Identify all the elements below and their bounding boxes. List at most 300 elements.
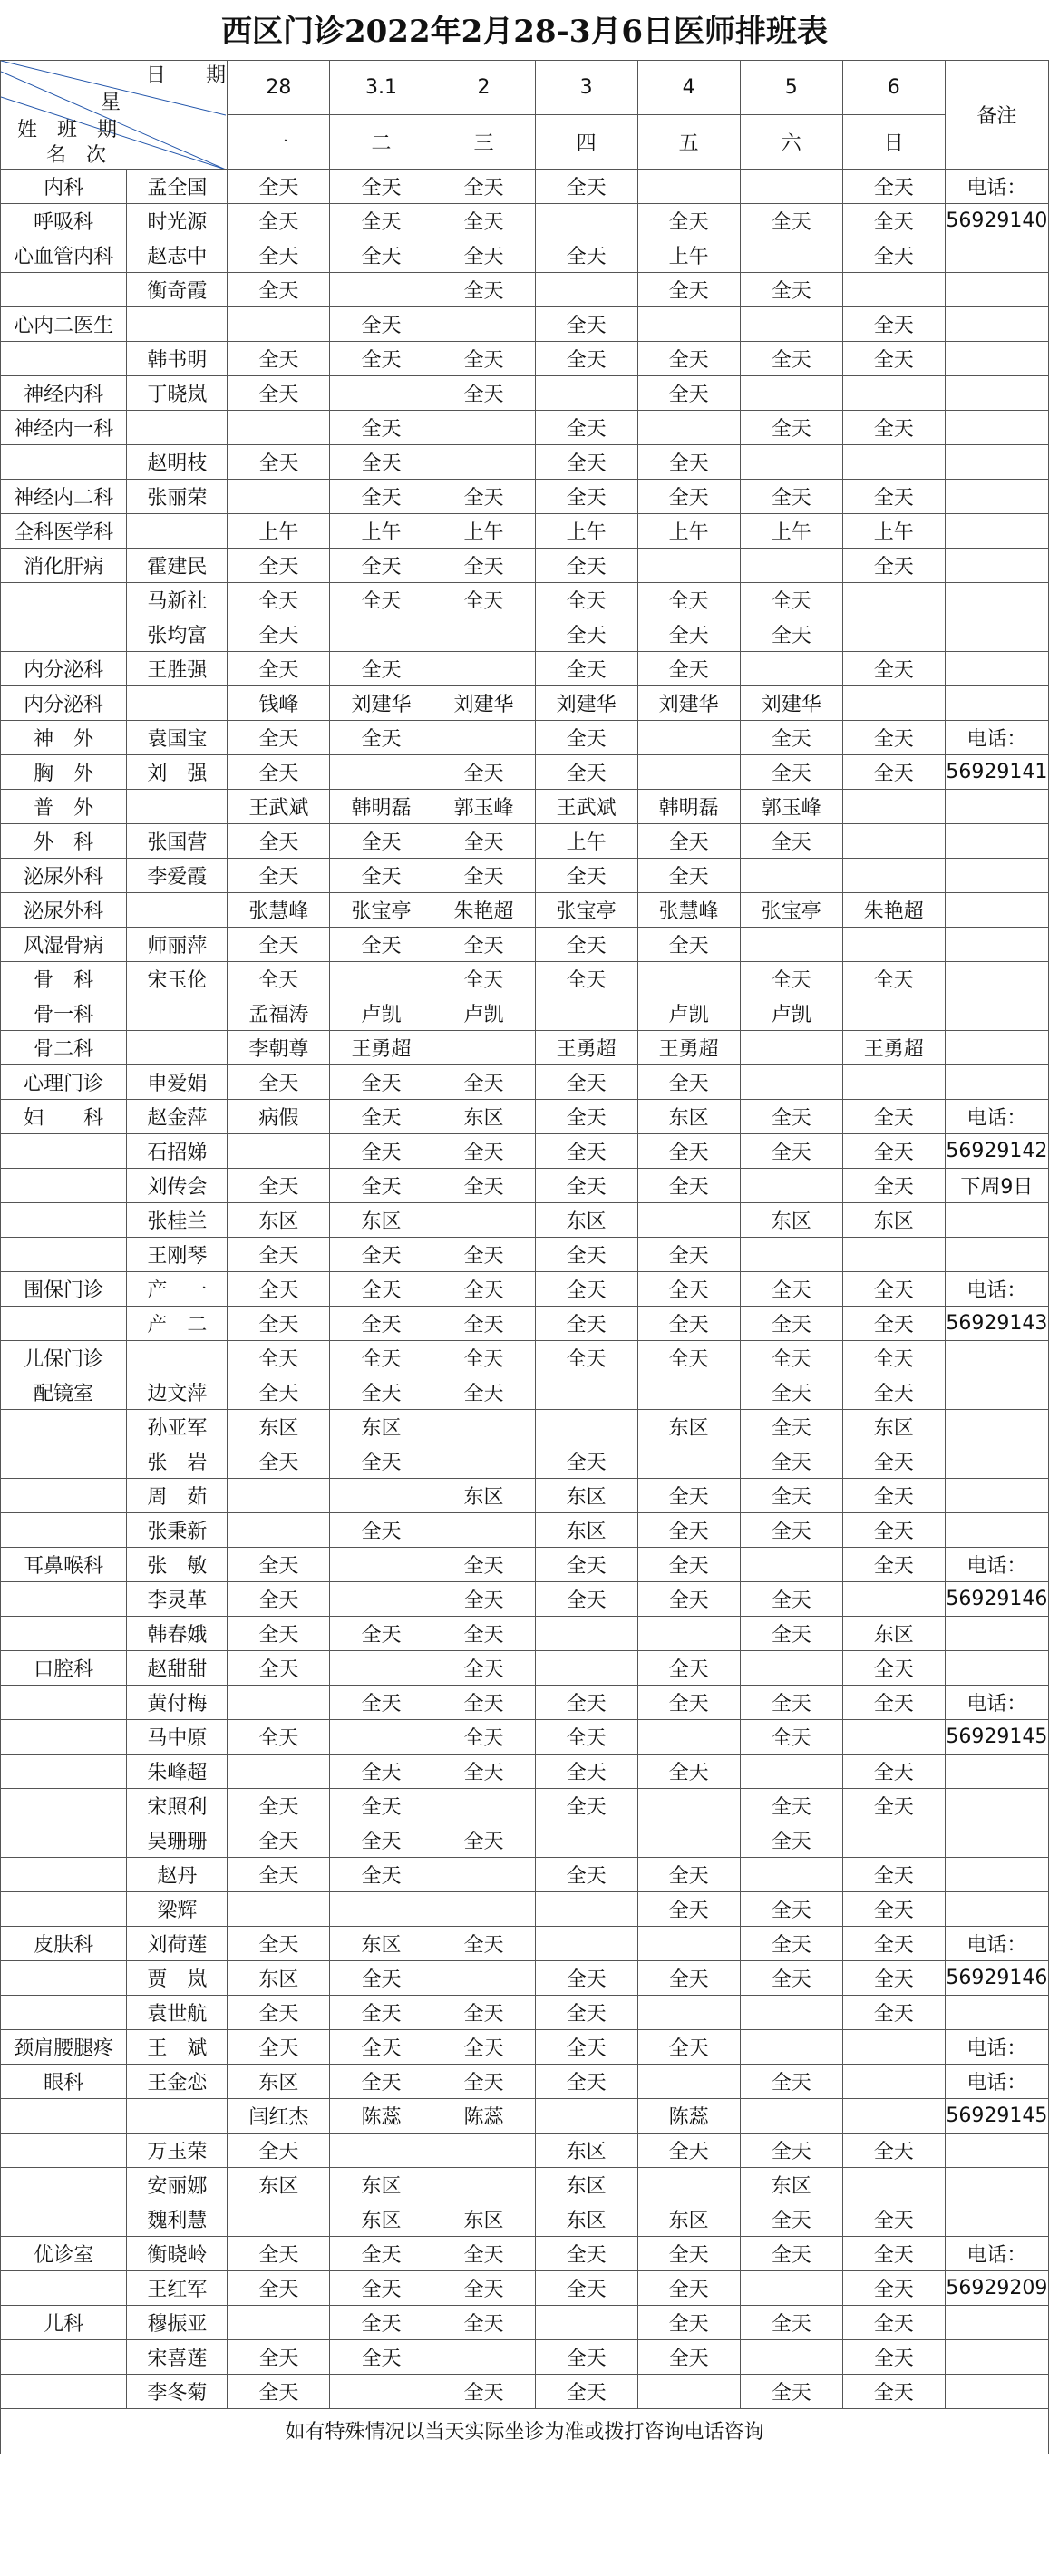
shift-cell: 全天 [637, 1892, 740, 1927]
shift-cell [740, 445, 842, 480]
shift-cell: 东区 [228, 1203, 330, 1238]
department-cell [1, 1789, 127, 1823]
shift-cell: 全天 [330, 2030, 432, 2065]
department-cell: 口腔科 [1, 1651, 127, 1686]
note-cell: 56929141 [945, 755, 1048, 790]
department-cell: 内分泌科 [1, 652, 127, 686]
shift-cell [535, 1892, 637, 1927]
shift-cell: 全天 [228, 1996, 330, 2030]
doctor-name-cell: 王 斌 [127, 2030, 228, 2065]
shift-cell: 全天 [637, 1651, 740, 1686]
shift-cell: 全天 [228, 376, 330, 411]
shift-cell: 韩明磊 [330, 790, 432, 824]
note-cell: 电话： [945, 721, 1048, 755]
note-cell [945, 549, 1048, 583]
doctor-name-cell: 张 敏 [127, 1548, 228, 1582]
note-cell [945, 893, 1048, 928]
table-row [1, 1238, 1049, 1272]
department-cell: 普 外 [1, 790, 127, 824]
table-row [1, 1755, 1049, 1789]
table-row [1, 2340, 1049, 2375]
shift-cell [740, 1031, 842, 1065]
shift-cell [740, 170, 842, 204]
shift-cell: 全天 [228, 1272, 330, 1307]
shift-cell [637, 1203, 740, 1238]
shift-cell [842, 1065, 945, 1100]
shift-cell [432, 1513, 535, 1548]
shift-cell: 全天 [740, 824, 842, 859]
shift-cell: 张宝亭 [535, 893, 637, 928]
table-row [1, 2271, 1049, 2306]
table-row [1, 1410, 1049, 1444]
shift-cell [330, 1548, 432, 1582]
shift-cell: 东区 [228, 1961, 330, 1996]
department-cell [1, 1961, 127, 1996]
table-row [1, 1065, 1049, 1100]
shift-cell: 全天 [637, 2134, 740, 2168]
shift-cell: 全天 [228, 1651, 330, 1686]
shift-cell [637, 1996, 740, 2030]
doctor-name-cell: 师丽萍 [127, 928, 228, 962]
shift-cell: 全天 [740, 2134, 842, 2168]
table-row [1, 1582, 1049, 1617]
shift-cell: 全天 [740, 1892, 842, 1927]
table-row [1, 2306, 1049, 2340]
doctor-name-cell: 王金恋 [127, 2065, 228, 2099]
shift-cell: 全天 [842, 1961, 945, 1996]
shift-cell: 全天 [535, 170, 637, 204]
shift-cell: 全天 [432, 1272, 535, 1307]
department-cell: 呼吸科 [1, 204, 127, 238]
shift-cell: 全天 [637, 1272, 740, 1307]
table-row [1, 376, 1049, 411]
shift-cell: 全天 [432, 1169, 535, 1203]
shift-cell: 全天 [637, 204, 740, 238]
department-cell [1, 1755, 127, 1789]
weekday-cell: 日 [842, 115, 945, 170]
shift-cell [842, 1823, 945, 1858]
department-cell [1, 1203, 127, 1238]
note-cell: 电话： [945, 1272, 1048, 1307]
table-row [1, 1789, 1049, 1823]
shift-cell [740, 1548, 842, 1582]
shift-cell: 东区 [740, 1203, 842, 1238]
shift-cell: 全天 [637, 1134, 740, 1169]
note-cell [945, 514, 1048, 549]
department-cell: 消化肝病 [1, 549, 127, 583]
corner-name-label-2: 名 次 [46, 144, 107, 167]
shift-cell: 全天 [432, 273, 535, 307]
shift-cell: 张宝亭 [330, 893, 432, 928]
table-row [1, 1858, 1049, 1892]
doctor-name-cell: 边文萍 [127, 1375, 228, 1410]
shift-cell: 全天 [228, 1858, 330, 1892]
shift-cell [842, 583, 945, 617]
shift-cell: 全天 [432, 1823, 535, 1858]
table-row [1, 859, 1049, 893]
shift-cell [637, 307, 740, 342]
shift-cell: 全天 [740, 2237, 842, 2271]
table-row [1, 2168, 1049, 2202]
shift-cell [637, 1789, 740, 1823]
shift-cell: 全天 [637, 1513, 740, 1548]
shift-cell: 朱艳超 [842, 893, 945, 928]
shift-cell: 东区 [228, 1410, 330, 1444]
department-cell [1, 2099, 127, 2134]
doctor-name-cell: 宋喜莲 [127, 2340, 228, 2375]
table-row [1, 1892, 1049, 1927]
shift-cell: 全天 [740, 1410, 842, 1444]
shift-cell: 上午 [842, 514, 945, 549]
shift-cell: 全天 [432, 2065, 535, 2099]
date-cell: 2 [432, 61, 535, 115]
department-cell [1, 2168, 127, 2202]
table-row [1, 790, 1049, 824]
table-row [1, 824, 1049, 859]
note-cell [945, 307, 1048, 342]
doctor-name-cell: 张秉新 [127, 1513, 228, 1548]
table-row [1, 170, 1049, 204]
shift-cell: 上午 [637, 514, 740, 549]
shift-cell: 全天 [637, 1307, 740, 1341]
shift-cell [535, 996, 637, 1031]
shift-cell: 全天 [432, 1617, 535, 1651]
shift-cell [228, 1755, 330, 1789]
shift-cell: 全天 [842, 1444, 945, 1479]
shift-cell [740, 2030, 842, 2065]
table-row [1, 1961, 1049, 1996]
table-row [1, 1823, 1049, 1858]
doctor-name-cell: 刘 强 [127, 755, 228, 790]
shift-cell [330, 962, 432, 996]
shift-cell: 全天 [740, 1513, 842, 1548]
shift-cell [228, 1686, 330, 1720]
department-cell: 风湿骨病 [1, 928, 127, 962]
note-cell: 电话： [945, 1100, 1048, 1134]
doctor-name-cell: 衡晓岭 [127, 2237, 228, 2271]
shift-cell [330, 273, 432, 307]
shift-cell [432, 721, 535, 755]
shift-cell: 全天 [330, 2340, 432, 2375]
table-row [1, 1100, 1049, 1134]
shift-cell: 全天 [740, 1444, 842, 1479]
shift-cell: 全天 [228, 583, 330, 617]
table-row [1, 928, 1049, 962]
shift-cell: 全天 [535, 962, 637, 996]
shift-cell: 全天 [228, 1065, 330, 1100]
shift-cell: 全天 [740, 1341, 842, 1375]
shift-cell: 东区 [330, 1203, 432, 1238]
table-row [1, 1272, 1049, 1307]
shift-cell: 全天 [432, 2306, 535, 2340]
shift-cell [535, 273, 637, 307]
shift-cell [330, 617, 432, 652]
corner-weekday-label: 星 [101, 92, 121, 114]
shift-cell: 全天 [740, 2065, 842, 2099]
shift-cell [637, 755, 740, 790]
shift-cell [842, 790, 945, 824]
shift-cell: 全天 [228, 824, 330, 859]
doctor-name-cell: 朱峰超 [127, 1755, 228, 1789]
shift-cell: 全天 [637, 1238, 740, 1272]
shift-cell: 全天 [228, 2030, 330, 2065]
shift-cell: 全天 [535, 1169, 637, 1203]
note-header: 备注 [945, 61, 1048, 170]
table-row [1, 445, 1049, 480]
shift-cell: 全天 [432, 1065, 535, 1100]
shift-cell: 全天 [535, 1755, 637, 1789]
shift-cell: 全天 [228, 1823, 330, 1858]
shift-cell [432, 1892, 535, 1927]
shift-cell: 全天 [637, 445, 740, 480]
note-cell [945, 238, 1048, 273]
shift-cell: 全天 [432, 1651, 535, 1686]
shift-cell: 东区 [330, 2202, 432, 2237]
shift-cell: 病假 [228, 1100, 330, 1134]
shift-cell: 全天 [637, 273, 740, 307]
shift-cell [637, 2065, 740, 2099]
doctor-name-cell: 王胜强 [127, 652, 228, 686]
note-cell: 电话： [945, 1548, 1048, 1582]
table-row [1, 1513, 1049, 1548]
shift-cell: 东区 [535, 1203, 637, 1238]
shift-cell: 东区 [228, 2168, 330, 2202]
shift-cell: 全天 [330, 1065, 432, 1100]
shift-cell: 全天 [535, 617, 637, 652]
doctor-name-cell: 刘传会 [127, 1169, 228, 1203]
shift-cell: 全天 [842, 1858, 945, 1892]
shift-cell: 全天 [535, 445, 637, 480]
date-cell: 5 [740, 61, 842, 115]
shift-cell: 全天 [740, 1823, 842, 1858]
shift-cell: 全天 [842, 2134, 945, 2168]
shift-cell: 全天 [228, 1582, 330, 1617]
shift-cell: 全天 [432, 1755, 535, 1789]
shift-cell: 上午 [637, 238, 740, 273]
shift-cell: 全天 [535, 1858, 637, 1892]
shift-cell: 东区 [842, 1203, 945, 1238]
shift-cell: 全天 [535, 1444, 637, 1479]
note-cell [945, 376, 1048, 411]
table-row [1, 893, 1049, 928]
doctor-name-cell: 衡奇霞 [127, 273, 228, 307]
note-cell [945, 1996, 1048, 2030]
note-cell [945, 824, 1048, 859]
shift-cell: 全天 [228, 617, 330, 652]
doctor-name-cell [127, 2099, 228, 2134]
department-cell [1, 1479, 127, 1513]
department-cell: 儿保门诊 [1, 1341, 127, 1375]
shift-cell: 全天 [535, 1341, 637, 1375]
shift-cell: 东区 [330, 1927, 432, 1961]
shift-cell: 全天 [432, 549, 535, 583]
table-row [1, 1720, 1049, 1755]
note-cell [945, 1238, 1048, 1272]
department-cell: 心血管内科 [1, 238, 127, 273]
shift-cell [842, 824, 945, 859]
shift-cell: 全天 [330, 342, 432, 376]
shift-cell: 全天 [740, 2306, 842, 2340]
doctor-name-cell: 赵金萍 [127, 1100, 228, 1134]
shift-cell [842, 445, 945, 480]
shift-cell [842, 686, 945, 721]
doctor-name-cell: 黄付梅 [127, 1686, 228, 1720]
shift-cell: 全天 [535, 1789, 637, 1823]
note-cell [945, 859, 1048, 893]
shift-cell: 全天 [228, 2340, 330, 2375]
shift-cell: 东区 [535, 1513, 637, 1548]
shift-cell: 全天 [535, 2271, 637, 2306]
shift-cell: 全天 [228, 1789, 330, 1823]
shift-cell [637, 549, 740, 583]
shift-cell: 闫红杰 [228, 2099, 330, 2134]
shift-cell [740, 238, 842, 273]
department-cell: 儿科 [1, 2306, 127, 2340]
shift-cell [432, 2134, 535, 2168]
doctor-name-cell: 李爱霞 [127, 859, 228, 893]
table-row [1, 686, 1049, 721]
shift-cell [740, 376, 842, 411]
shift-cell: 东区 [432, 1100, 535, 1134]
note-cell: 56929140 [945, 204, 1048, 238]
shift-cell: 全天 [637, 859, 740, 893]
department-cell [1, 1720, 127, 1755]
shift-cell: 全天 [842, 1272, 945, 1307]
shift-cell: 全天 [330, 859, 432, 893]
shift-cell: 全天 [228, 170, 330, 204]
shift-cell: 全天 [330, 480, 432, 514]
doctor-name-cell: 周 茹 [127, 1479, 228, 1513]
shift-cell [740, 549, 842, 583]
shift-cell: 全天 [842, 2271, 945, 2306]
shift-cell [740, 1858, 842, 1892]
shift-cell [330, 1479, 432, 1513]
department-cell: 妇 科 [1, 1100, 127, 1134]
shift-cell: 全天 [535, 480, 637, 514]
shift-cell [637, 1444, 740, 1479]
table-row [1, 1444, 1049, 1479]
shift-cell: 全天 [330, 1686, 432, 1720]
shift-cell [637, 721, 740, 755]
doctor-name-cell: 马中原 [127, 1720, 228, 1755]
shift-cell [432, 445, 535, 480]
table-row [1, 1479, 1049, 1513]
shift-cell [432, 411, 535, 445]
department-cell: 心理门诊 [1, 1065, 127, 1100]
shift-cell: 全天 [228, 273, 330, 307]
shift-cell: 全天 [637, 1582, 740, 1617]
shift-cell: 全天 [535, 1996, 637, 2030]
shift-cell: 全天 [535, 1100, 637, 1134]
note-cell: 电话： [945, 170, 1048, 204]
shift-cell: 全天 [535, 342, 637, 376]
shift-cell: 刘建华 [432, 686, 535, 721]
shift-cell: 郭玉峰 [432, 790, 535, 824]
shift-cell: 全天 [330, 2271, 432, 2306]
shift-cell: 全天 [740, 1961, 842, 1996]
shift-cell: 东区 [637, 1100, 740, 1134]
shift-cell: 全天 [637, 1961, 740, 1996]
shift-cell [535, 1927, 637, 1961]
doctor-name-cell: 张桂兰 [127, 1203, 228, 1238]
doctor-name-cell [127, 996, 228, 1031]
doctor-name-cell: 孙亚军 [127, 1410, 228, 1444]
shift-cell: 张宝亭 [740, 893, 842, 928]
shift-cell [330, 1720, 432, 1755]
department-cell [1, 1892, 127, 1927]
shift-cell [432, 1961, 535, 1996]
shift-cell: 全天 [228, 1444, 330, 1479]
table-row [1, 721, 1049, 755]
doctor-name-cell [127, 1341, 228, 1375]
note-cell [945, 686, 1048, 721]
note-cell: 56929143 [945, 1307, 1048, 1341]
shift-cell: 全天 [228, 1169, 330, 1203]
shift-cell [432, 307, 535, 342]
doctor-name-cell: 王红军 [127, 2271, 228, 2306]
note-cell [945, 2202, 1048, 2237]
doctor-name-cell: 刘荷莲 [127, 1927, 228, 1961]
shift-cell: 全天 [535, 411, 637, 445]
shift-cell: 全天 [842, 1755, 945, 1789]
shift-cell: 张慧峰 [637, 893, 740, 928]
shift-cell: 全天 [842, 1651, 945, 1686]
shift-cell: 全天 [740, 1927, 842, 1961]
shift-cell: 全天 [330, 170, 432, 204]
shift-cell [535, 1651, 637, 1686]
shift-cell: 全天 [330, 549, 432, 583]
shift-cell: 全天 [740, 755, 842, 790]
shift-cell: 全天 [432, 859, 535, 893]
shift-cell: 全天 [842, 1548, 945, 1582]
shift-cell [842, 2030, 945, 2065]
note-cell [945, 583, 1048, 617]
department-cell [1, 617, 127, 652]
weekday-cell: 三 [432, 115, 535, 170]
department-cell [1, 1686, 127, 1720]
table-row [1, 1169, 1049, 1203]
table-row [1, 2134, 1049, 2168]
doctor-name-cell [127, 1031, 228, 1065]
weekday-cell: 六 [740, 115, 842, 170]
shift-cell [842, 2099, 945, 2134]
shift-cell [330, 2134, 432, 2168]
shift-cell: 全天 [330, 1100, 432, 1134]
shift-cell: 全天 [228, 859, 330, 893]
note-cell [945, 480, 1048, 514]
department-cell [1, 2271, 127, 2306]
department-cell: 外 科 [1, 824, 127, 859]
table-row [1, 1927, 1049, 1961]
shift-cell: 全天 [740, 2375, 842, 2409]
shift-cell: 全天 [330, 1755, 432, 1789]
shift-cell: 全天 [842, 1341, 945, 1375]
shift-cell: 卢凯 [637, 996, 740, 1031]
shift-cell: 全天 [228, 1617, 330, 1651]
shift-cell: 全天 [842, 721, 945, 755]
shift-cell: 上午 [330, 514, 432, 549]
table-row [1, 1651, 1049, 1686]
shift-cell [228, 2306, 330, 2340]
department-cell: 骨二科 [1, 1031, 127, 1065]
shift-cell: 全天 [842, 2375, 945, 2409]
doctor-name-cell: 马新社 [127, 583, 228, 617]
doctor-name-cell: 张 岩 [127, 1444, 228, 1479]
shift-cell: 全天 [842, 204, 945, 238]
department-cell: 配镜室 [1, 1375, 127, 1410]
shift-cell: 东区 [535, 2202, 637, 2237]
doctor-name-cell: 申爱娟 [127, 1065, 228, 1100]
